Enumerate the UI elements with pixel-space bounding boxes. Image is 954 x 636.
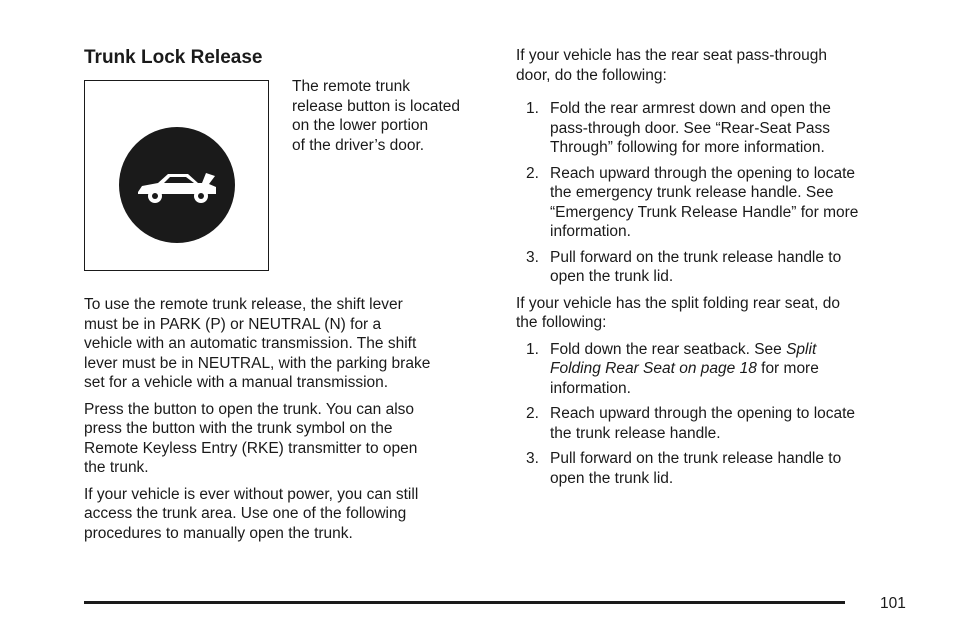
right-column	[516, 46, 916, 488]
footer-rule	[84, 601, 845, 604]
list-item: 1. Fold the rear armrest down and open the pass-through door. See “Rear-Seat Pass Through” following for more information.	[526, 100, 831, 156]
page-number: 101	[880, 595, 906, 612]
icon-frame	[84, 80, 269, 271]
list-item: 2. Reach upward through the opening to locate the trunk release handle.	[526, 405, 856, 442]
list-item: 3. Pull forward on the trunk release handle to open the trunk lid.	[526, 248, 842, 285]
paragraph-without-power: If your vehicle is ever without power, you can still access the trunk area. Use one of the following procedures to manually open the trunk.	[84, 485, 419, 542]
list-item: 1. Fold down the rear seatback. See Split Folding Rear Seat on page 18 for more information.	[526, 340, 819, 397]
intro-row	[84, 80, 490, 273]
paragraph-split-seat-intro: If your vehicle has the split folding rear seat, do the following:	[516, 294, 840, 331]
pass-through-steps	[516, 99, 916, 287]
split-seat-steps	[516, 340, 916, 489]
list-item: 2. Reach upward through the opening to locate the emergency trunk release handle. See “Emergency Trunk Release Handle” for more information.	[526, 164, 859, 240]
trunk-release-icon	[118, 126, 236, 244]
list-item: 3. Pull forward on the trunk release handle to open the trunk lid.	[526, 450, 842, 487]
paragraph-press-button: Press the button to open the trunk. You can also press the button with the trunk symbol on the Remote Keyless Entry (RKE) transmitter to open the trunk.	[84, 400, 418, 476]
left-column	[84, 46, 490, 543]
intro-text: The remote trunk release button is located on the lower portion of the driver’s door.	[292, 78, 461, 154]
paragraph-pass-through-intro: If your vehicle has the rear seat pass-through door, do the following:	[516, 47, 828, 84]
paragraph-shift-lever: To use the remote trunk release, the shift lever must be in PARK (P) or NEUTRAL (N) for a vehicle with an automatic transmission. The shift lever must be in NEUTRAL, with the parking brake set for a vehicle with a manual transmission.	[84, 296, 431, 391]
section-heading: Trunk Lock Release	[84, 47, 263, 68]
